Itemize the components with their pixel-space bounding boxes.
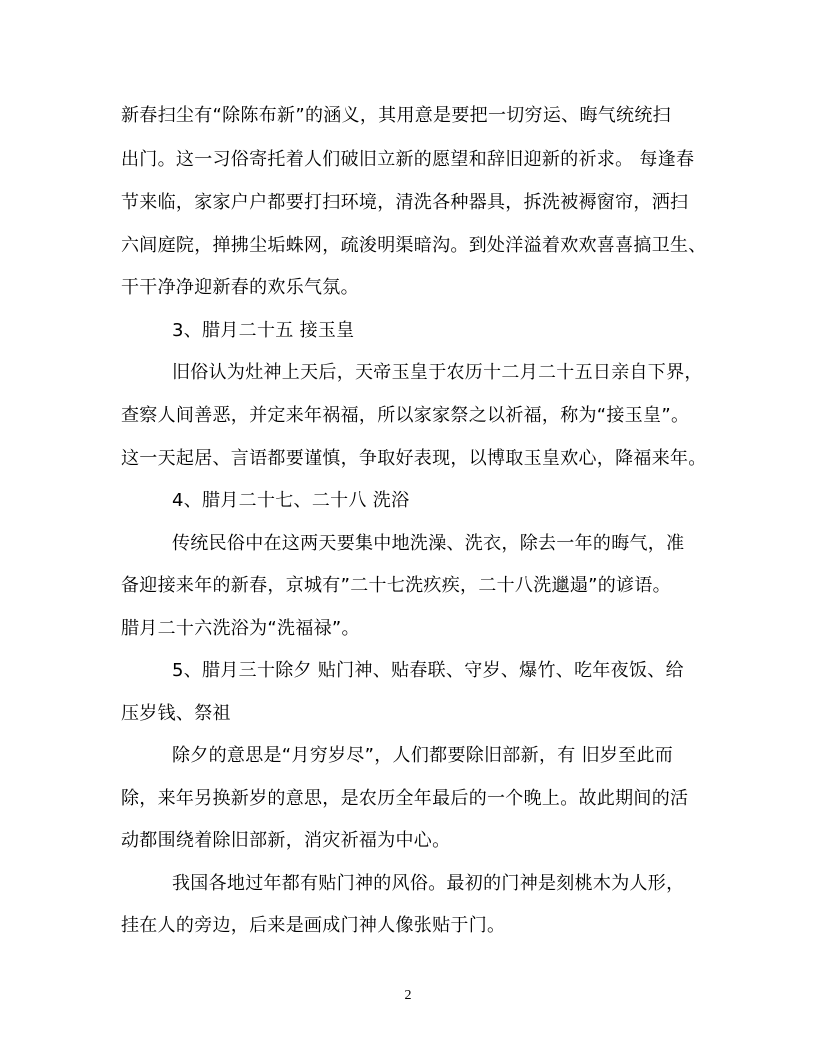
text-line-15: 压岁钱、祭祖	[121, 703, 231, 724]
section-heading-4: 4、腊月二十七、二十八 洗浴	[172, 490, 410, 511]
section-heading-5: 5、腊月三十除夕 贴门神、贴春联、守岁、爆竹、吃年夜饭、给	[172, 660, 684, 681]
text-line-9: 这一天起居、言语都要谨慎，争取好表现，以博取玉皇欢心，降福来年。	[121, 448, 707, 469]
text-line-8: 查察人间善恶，并定来年祸福，所以家家祭之以祈福，称为“接玉皇”。	[121, 405, 690, 426]
text-line-2: 出门。这一习俗寄托着人们破旧立新的愿望和辞旧迎新的祈求。 每逢春	[121, 149, 695, 170]
text-line-18: 动都围绕着除旧部新，消灾祈福为中心。	[121, 830, 451, 851]
text-line-13: 腊月二十六洗浴为“洗福禄”。	[121, 618, 360, 639]
text-line-5: 干干净净迎新春的欢乐气氛。	[121, 277, 359, 298]
text-line-16: 除夕的意思是“月穷岁尽”，人们都要除旧部新，有 旧岁至此而	[172, 745, 674, 766]
page-number: 2	[404, 988, 412, 1003]
section-heading-3: 3、腊月二十五 接玉皇	[172, 320, 355, 341]
text-line-4: 六闾庭院，掸拂尘垢蛛网，疏浚明渠暗沟。到处洋溢着欢欢喜喜搞卫生、	[121, 235, 707, 256]
text-line-11: 传统民俗中在这两天要集中地洗澡、洗衣，除去一年的晦气，准	[172, 533, 685, 554]
text-line-20: 挂在人的旁边，后来是画成门神人像张贴于门。	[121, 915, 506, 936]
text-line-19: 我国各地过年都有贴门神的风俗。最初的门神是刻桃木为人形，	[172, 873, 685, 894]
text-line-1: 新春扫尘有“除陈布新”的涵义，其用意是要把一切穷运、晦气统统扫	[121, 105, 671, 126]
text-line-17: 除，来年另换新岁的意思，是农历全年最后的一个晚上。故此期间的活	[121, 788, 689, 809]
text-line-7: 旧俗认为灶神上天后，天帝玉皇于农历十二月二十五日亲自下界，	[172, 362, 703, 383]
text-line-3: 节来临，家家户户都要打扫环境，清洗各种器具，拆洗被褥窗帘，洒扫	[121, 192, 689, 213]
text-line-12: 备迎接来年的新春，京城有”二十七洗疚疾，二十八洗邋遢”的谚语。	[121, 575, 671, 596]
